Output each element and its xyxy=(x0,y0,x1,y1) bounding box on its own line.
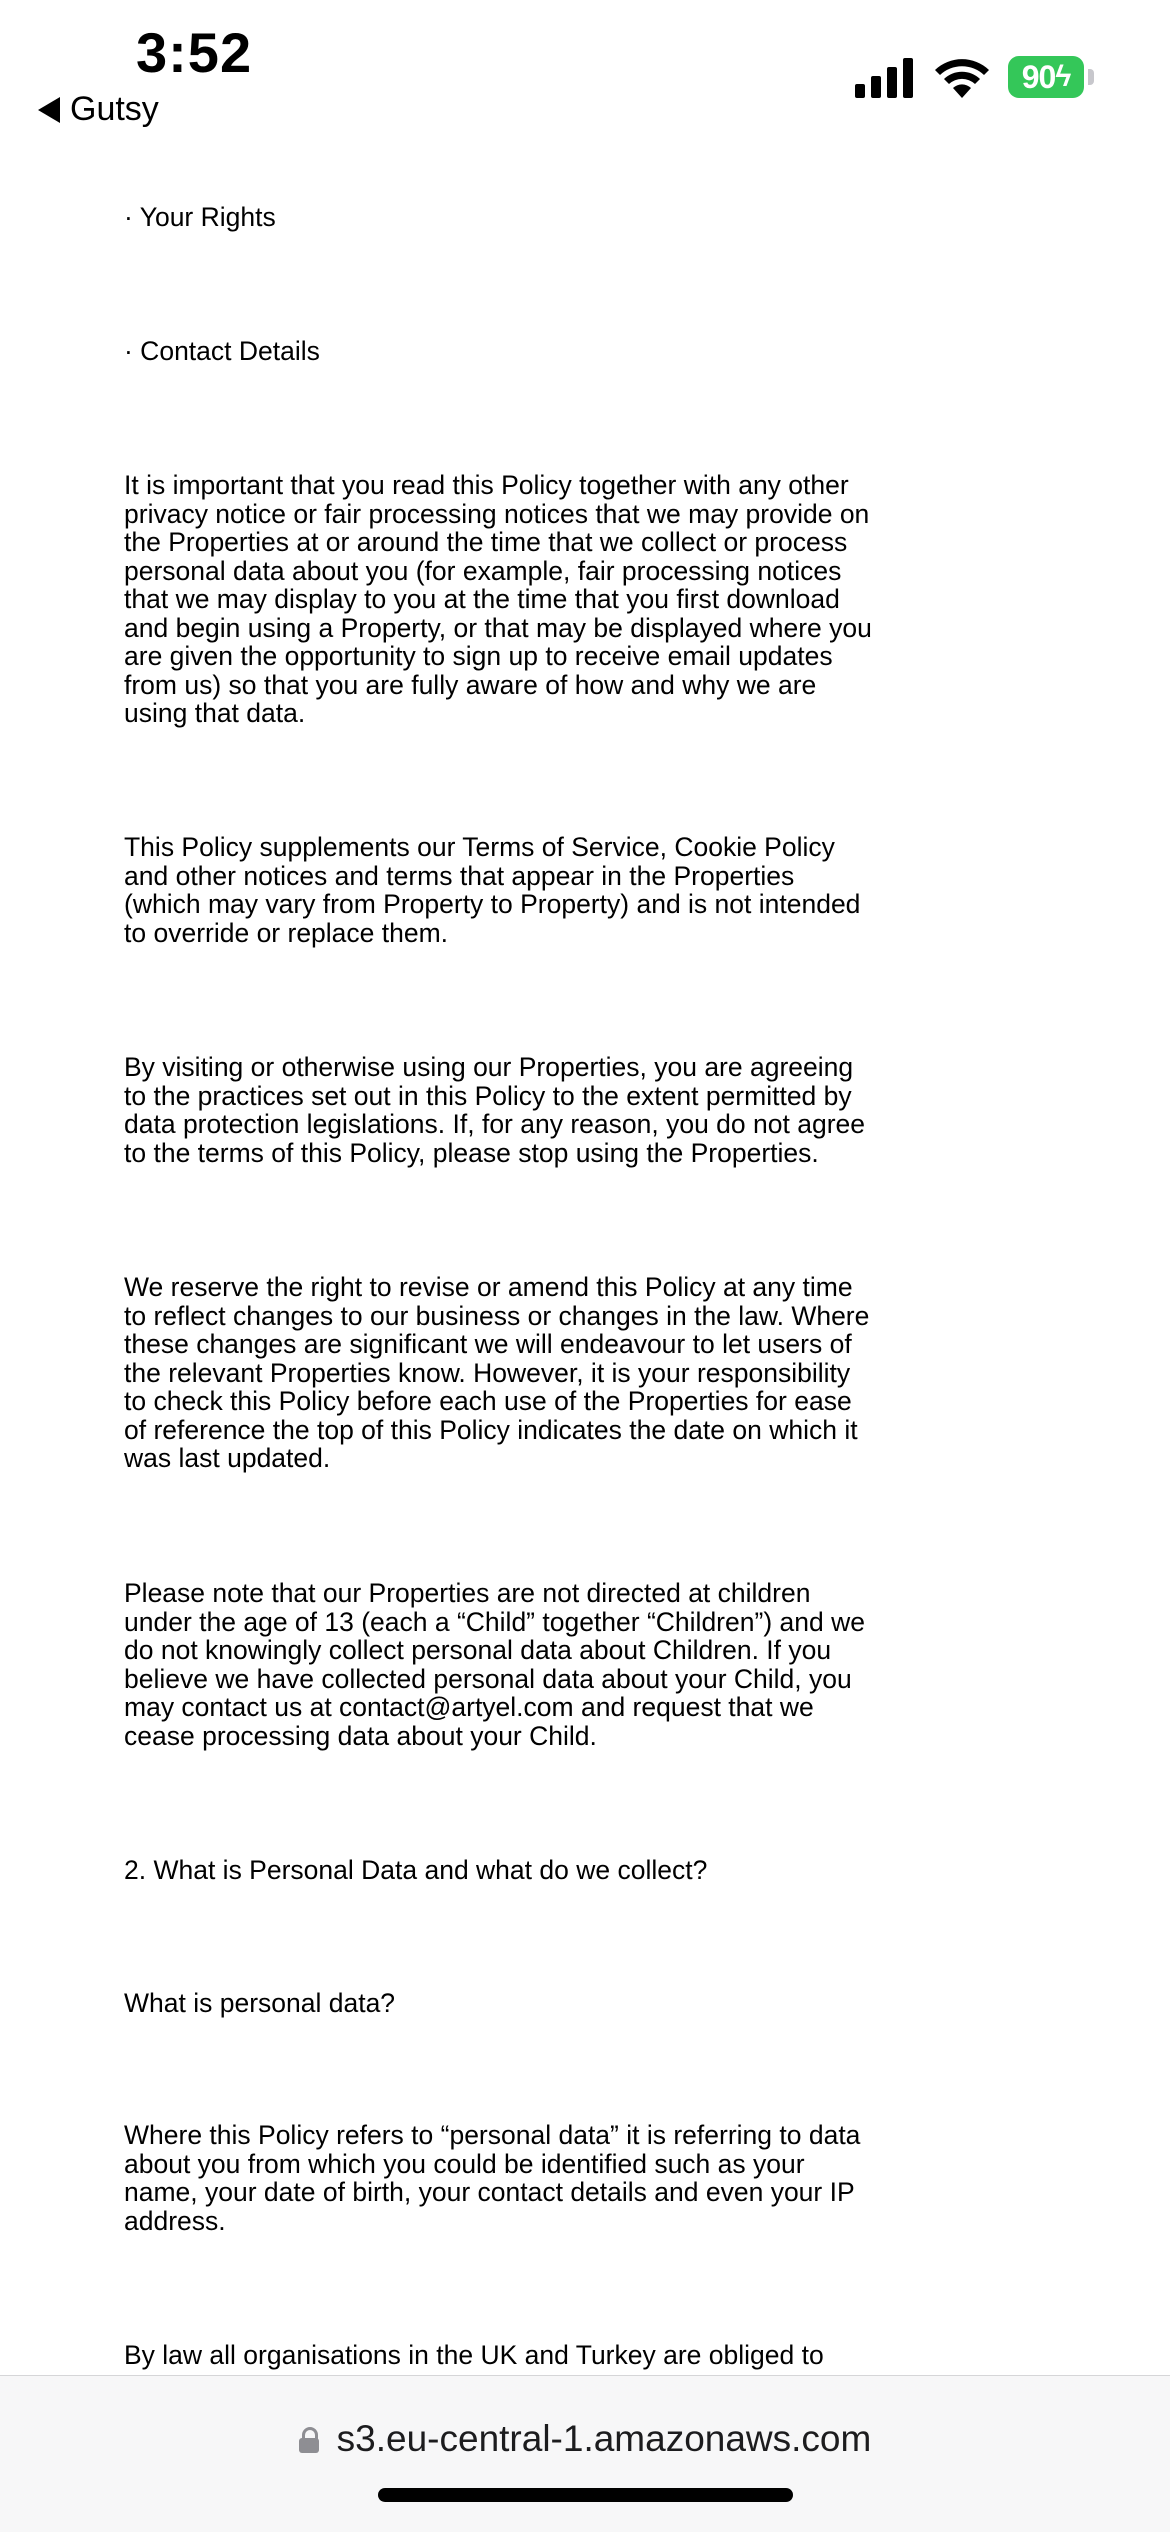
browser-address-bar[interactable] xyxy=(0,2375,1170,2532)
battery-cap xyxy=(1088,69,1094,85)
battery-level xyxy=(1008,56,1084,98)
cellular-signal-icon xyxy=(855,58,915,98)
paragraph-by-law: By law all organisations in the UK and Turkey are obliged to xyxy=(124,2340,824,2370)
back-arrow-icon xyxy=(38,97,60,123)
subheading-what-is-personal-data: What is personal data? xyxy=(124,1988,396,2018)
address-text[interactable] xyxy=(0,2418,1170,2460)
paragraph-revise: We reserve the right to revise or amend this Policy at any time to reflect changes to our business or changes in the law. Where these changes are significant we will endeavour to let users of the relevant Properties know. However, it is your responsibility to check this Policy before each use of the Properties for ease of reference the top of this Policy indicates the date on which it was last updated. xyxy=(124,1272,870,1473)
paragraph-read-policy: It is important that you read this Policy together with any other privacy notice or fair processing notices that we may provide on the Properties at or around the time that we collect or process personal data about you (for example, fair processing notices that we may display to you at the time that you first download and begin using a Property, or that may be displayed where you are given the opportunity to sign up to receive email updates from us) so that you are fully aware of how and why we are using that data. xyxy=(124,470,872,728)
wifi-icon xyxy=(933,56,991,98)
paragraph-personal-data-definition: Where this Policy refers to “personal data” it is referring to data about you from which you could be identified such as your name, your date of birth, your contact details and even your IP address. xyxy=(124,2120,861,2236)
status-time: 3:52 xyxy=(136,21,253,84)
paragraph-supplements: This Policy supplements our Terms of Service, Cookie Policy and other notices and terms that appear in the Properties (which may vary from Property to Property) and is not intended to override or replace them. xyxy=(124,832,861,948)
toc-item-contact-details: · Contact Details xyxy=(124,336,320,366)
toc-item-your-rights: · Your Rights xyxy=(124,202,276,232)
url-label: s3.eu-central-1.amazonaws.com xyxy=(336,2418,872,2459)
back-to-app-button[interactable] xyxy=(38,90,159,129)
status-bar xyxy=(0,0,1170,150)
charging-bolt-icon: ϟ xyxy=(1055,60,1071,93)
back-app-label: Gutsy xyxy=(70,90,159,128)
paragraph-agreeing: By visiting or otherwise using our Properties, you are agreeing to the practices set out in this Policy to the extent permitted by data protection legislations. If, for any reason, you do not agree to the terms of this Policy, please stop using the Properties. xyxy=(124,1052,865,1168)
battery-indicator xyxy=(1008,56,1094,98)
section-heading-personal-data: 2. What is Personal Data and what do we collect? xyxy=(124,1855,708,1885)
battery-percent: 90 xyxy=(1021,58,1056,95)
paragraph-children: Please note that our Properties are not directed at children under the age of 13 (each a “Child” together “Children”) and we do not knowingly collect personal data about Children. If you believe we have collected personal data about your Child, you may contact us at contact@artyel.com and request that we cease processing data about your Child. xyxy=(124,1578,865,1751)
home-indicator[interactable] xyxy=(378,2488,793,2502)
lock-icon xyxy=(299,2427,319,2453)
